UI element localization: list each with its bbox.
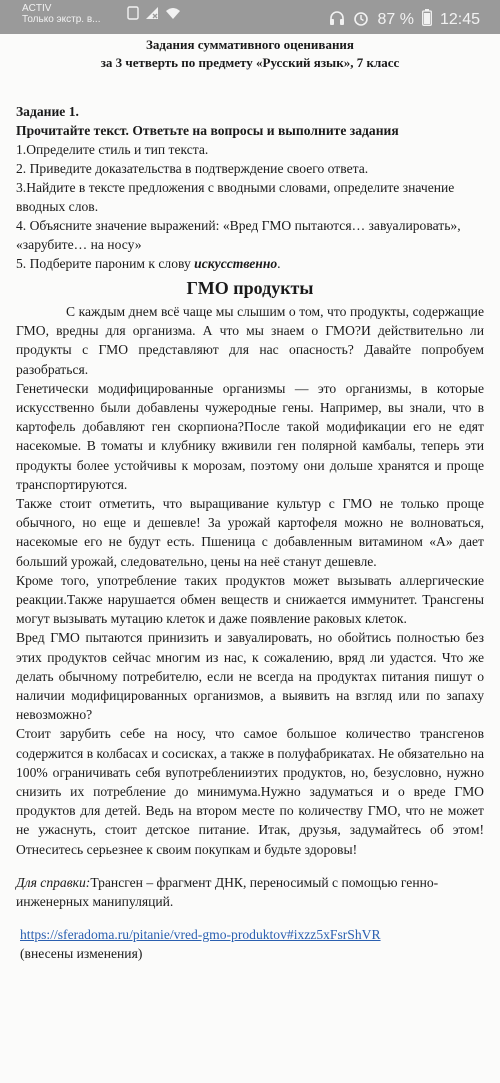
source-block: [16, 925, 484, 963]
alarm-icon: [353, 10, 369, 31]
question-5-word: искусственно: [194, 256, 278, 271]
question-1: 1.Определите стиль и тип текста.: [16, 142, 209, 157]
doc-header-line2: за 3 четверть по предмету «Русский язык», 7 класс: [100, 55, 400, 70]
signal-off-icon: [145, 6, 159, 25]
task-block: [16, 102, 484, 273]
paragraph: С каждым днем всё чаще мы слышим о том, что продукты, содержащие ГМО, вредны для организма. А что мы знаем о ГМО?И действительно ли продукты с ГМО представляют для нас опасность? Давайте попробуем разобраться.: [16, 304, 484, 377]
question-3: 3.Найдите в тексте предложения с вводными словами, определите значение вводных слов.: [16, 180, 455, 214]
question-5: [16, 254, 484, 273]
text-body: [16, 302, 484, 859]
question-2: 2. Приведите доказательства в подтверждение своего ответа.: [16, 161, 369, 176]
doc-header-line1: Задания суммативного оценивания: [146, 37, 354, 52]
wifi-icon: [165, 6, 181, 25]
task-instruction: Прочитайте текст. Ответьте на вопросы и выполните задания: [16, 123, 399, 138]
text-title: ГМО продукты: [186, 278, 314, 298]
question-5-text: 5. Подберите пароним к слову: [16, 256, 195, 271]
reference-note: [16, 873, 484, 911]
status-bar: [0, 0, 500, 34]
sim-icon: [127, 6, 139, 25]
carrier-name: ACTIV: [22, 3, 52, 14]
paragraph: Также стоит отметить, что выращивание культур с ГМО не только проще обычного, но еще и дешевле! За урожай картофеля можно не волноваться, насекомые его не будут есть. Пшеница с добавленным витамином «А» дает больший урожай, следовательно, цены на неё станут дешевле.: [16, 496, 484, 569]
document-page: [16, 36, 484, 963]
reference-label: Для справки:: [16, 874, 91, 890]
paragraph: Стоит зарубить себе на носу, что самое большое количество трансгенов содержится в колбасах и сосисках, а также в полуфабрикатах. Не обязательно на 100% ограничивать себя вупотребленииэтих продуктов, но, безусловно, нужно снизить их потребление до минимума.Нужно задуматься и о вреде ГМО продуктов для детей. Ведь на втором месте по количеству ГМО, что не может не ужаснуть, стоит детское питание. Итак, друзья, задумайтесь об этом! Отнеситесь серьезнее к своим покупкам и будьте здоровы!: [16, 726, 484, 857]
headphones-icon: [329, 10, 345, 31]
question-4: 4. Объясните значение выражений: «Вред ГМО пытаются… завуалировать», «зарубите… на носу»: [16, 218, 461, 252]
paragraph: Вред ГМО пытаются принизить и завуалировать, но обойтись полностью без этих продуктов сейчас многим из нас, к сожалению, вряд ли удастся. Что же делать обычному потребителю, если не всегда на продуктах питания пишут о наличии модифицированных организмов, а выявить на взгляд или по запаху невозможно?: [16, 630, 484, 723]
battery-percent: 87 %: [377, 11, 414, 28]
reference-text: Трансген – фрагмент ДНК, переносимый с помощью генно-инженерных манипуляций.: [16, 874, 439, 909]
notification-icons: [127, 6, 181, 25]
source-link[interactable]: https://sferadoma.ru/pitanie/vred-gmo-produktov#ixzz5xFsrShVR: [20, 926, 381, 942]
carrier-info: [22, 3, 100, 25]
clock-time: 12:45: [439, 11, 480, 28]
paragraph: Кроме того, употребление таких продуктов может вызывать аллергические реакции.Также нарушается обмен веществ и снижается иммунитет. Трансгены могут вызывать мутацию клеток и даже появление раковых клеток.: [16, 572, 484, 627]
carrier-status: Только экстр. в...: [22, 14, 101, 25]
source-note: (внесены изменения): [20, 945, 143, 961]
task-label: Задание 1.: [16, 104, 79, 119]
paragraph: Генетически модифицированные организмы — это организмы, в которые искусственно были добавлены чужеродные гены. Например, вы знали, что в картофель добавляют ген скорпиона?После такой модификации его не едят насекомые. В томаты и клубнику вживили ген полярной камбалы, теперь эти продукты более устойчивы к морозам, поэтому они дольше хранятся и проще транспортируются.: [16, 380, 484, 492]
question-5-suffix: .: [277, 256, 281, 271]
battery-icon: [422, 9, 432, 31]
status-right: [329, 9, 480, 31]
